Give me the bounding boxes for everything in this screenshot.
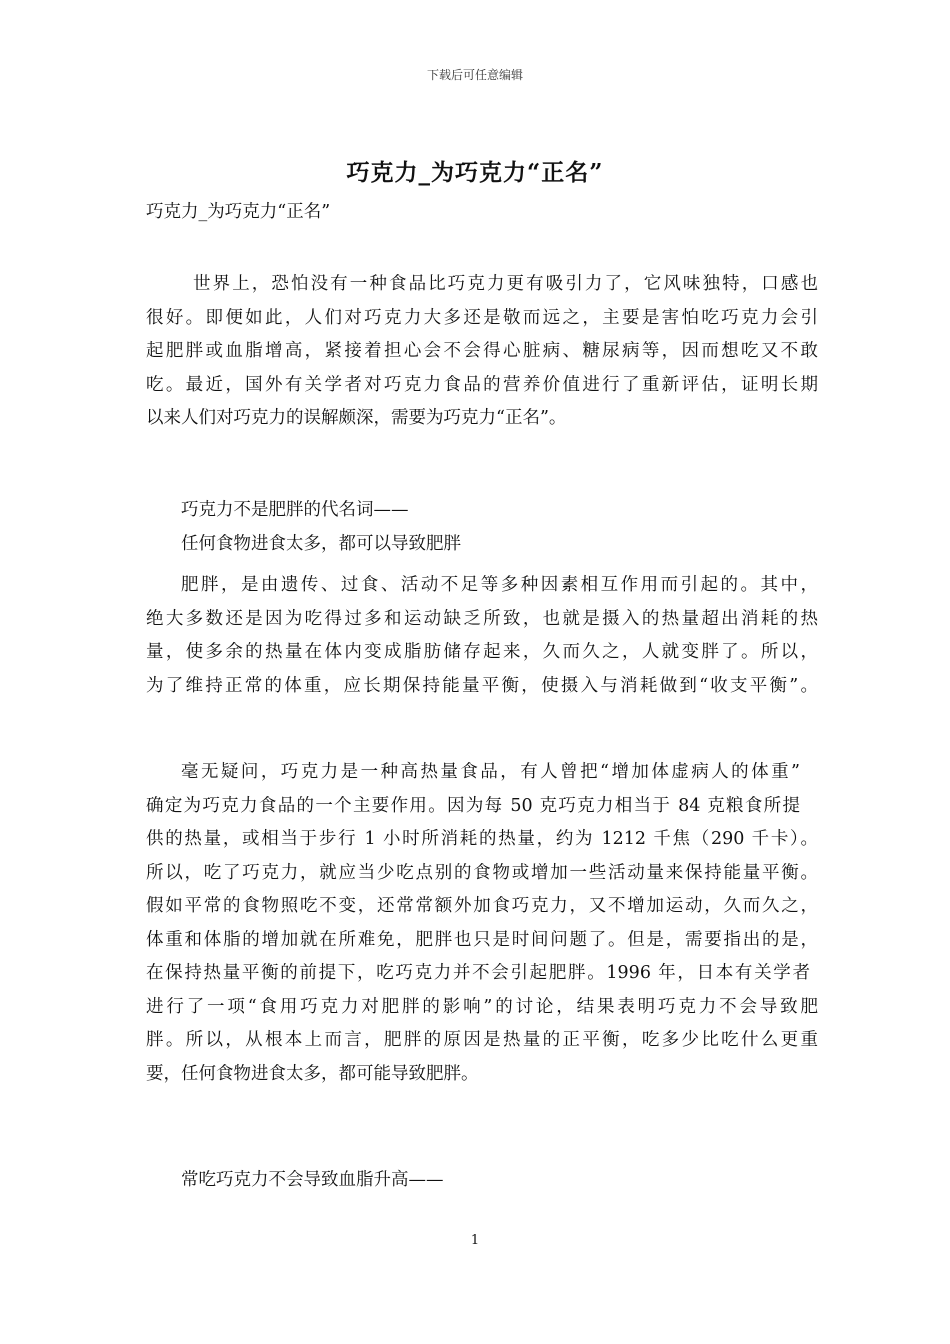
paragraph-line: 所以，吃了巧克力，就应当少吃点别的食物或增加一些活动量来保持能量平衡。 (146, 862, 818, 883)
paragraph-3 (146, 756, 818, 1091)
paragraph-1 (146, 268, 818, 436)
document-title: 巧克力_为巧克力“正名” (346, 159, 604, 186)
paragraph-line: 很好。即便如此，人们对巧克力大多还是敬而远之，主要是害怕吃巧克力会引 (146, 307, 818, 328)
subtitle-block (146, 196, 818, 230)
paragraph-line: 在保持热量平衡的前提下，吃巧克力并不会引起肥胖。1996 年，日本有关学者 (146, 963, 810, 983)
section-heading: 巧克力不是肥胖的代名词—— (181, 500, 409, 520)
section-subheading: 任何食物进食太多，都可以导致肥胖 (181, 533, 461, 554)
section-heading-1 (146, 494, 818, 561)
paragraph-line: 以来人们对巧克力的误解颇深，需要为巧克力“正名”。 (146, 408, 567, 428)
paragraph-line: 量，使多余的热量在体内变成脂肪储存起来，久而久之，人就变胖了。所以， (146, 642, 818, 662)
page-number: 1 (470, 1233, 480, 1248)
section-heading: 常吃巧克力不会导致血脂升高—— (181, 1170, 444, 1190)
paragraph-line: 毫无疑问，巧克力是一种高热量食品，有人曾把“增加体虚病人的体重” (181, 762, 800, 782)
paragraph-line: 要，任何食物进食太多，都可能导致肥胖。 (146, 1063, 479, 1084)
paragraph-line: 供的热量，或相当于步行 1 小时所消耗的热量，约为 1212 千焦（290 千卡）。 (146, 829, 818, 849)
section-heading-2 (146, 1164, 818, 1198)
paragraph-line: 肥胖，是由遗传、过食、活动不足等多种因素相互作用而引起的。其中， (181, 575, 818, 595)
paragraph-line: 为了维持正常的体重，应长期保持能量平衡，使摄入与消耗做到“收支平衡”。 (146, 675, 818, 696)
paragraph-line: 世界上，恐怕没有一种食品比巧克力更有吸引力了，它风味独特，口感也 (193, 274, 818, 294)
paragraph-line: 体重和体脂的增加就在所难免，肥胖也只是时间问题了。但是，需要指出的是， (146, 929, 818, 950)
paragraph-line: 吃。最近，国外有关学者对巧克力食品的营养价值进行了重新评估，证明长期 (146, 374, 818, 395)
paragraph-2 (146, 569, 818, 703)
paragraph-line: 胖。所以，从根本上而言，肥胖的原因是热量的正平衡，吃多少比吃什么更重 (146, 1030, 818, 1050)
paragraph-line: 起肥胖或血脂增高，紧接着担心会不会得心脏病、糖尿病等，因而想吃又不敢 (146, 341, 818, 361)
paragraph-line: 确定为巧克力食品的一个主要作用。因为每 50 克巧克力相当于 84 克粮食所提 (146, 795, 800, 816)
document-subtitle: 巧克力_为巧克力“正名” (146, 202, 331, 222)
paragraph-line: 进行了一项“食用巧克力对肥胖的影响”的讨论，结果表明巧克力不会导致肥 (146, 996, 818, 1017)
paragraph-line: 绝大多数还是因为吃得过多和运动缺乏所致，也就是摄入的热量超出消耗的热 (146, 608, 818, 629)
page-header: 下载后可任意编辑 (426, 68, 523, 82)
paragraph-line: 假如平常的食物照吃不变，还常常额外加食巧克力，又不增加运动，久而久之， (146, 896, 818, 916)
